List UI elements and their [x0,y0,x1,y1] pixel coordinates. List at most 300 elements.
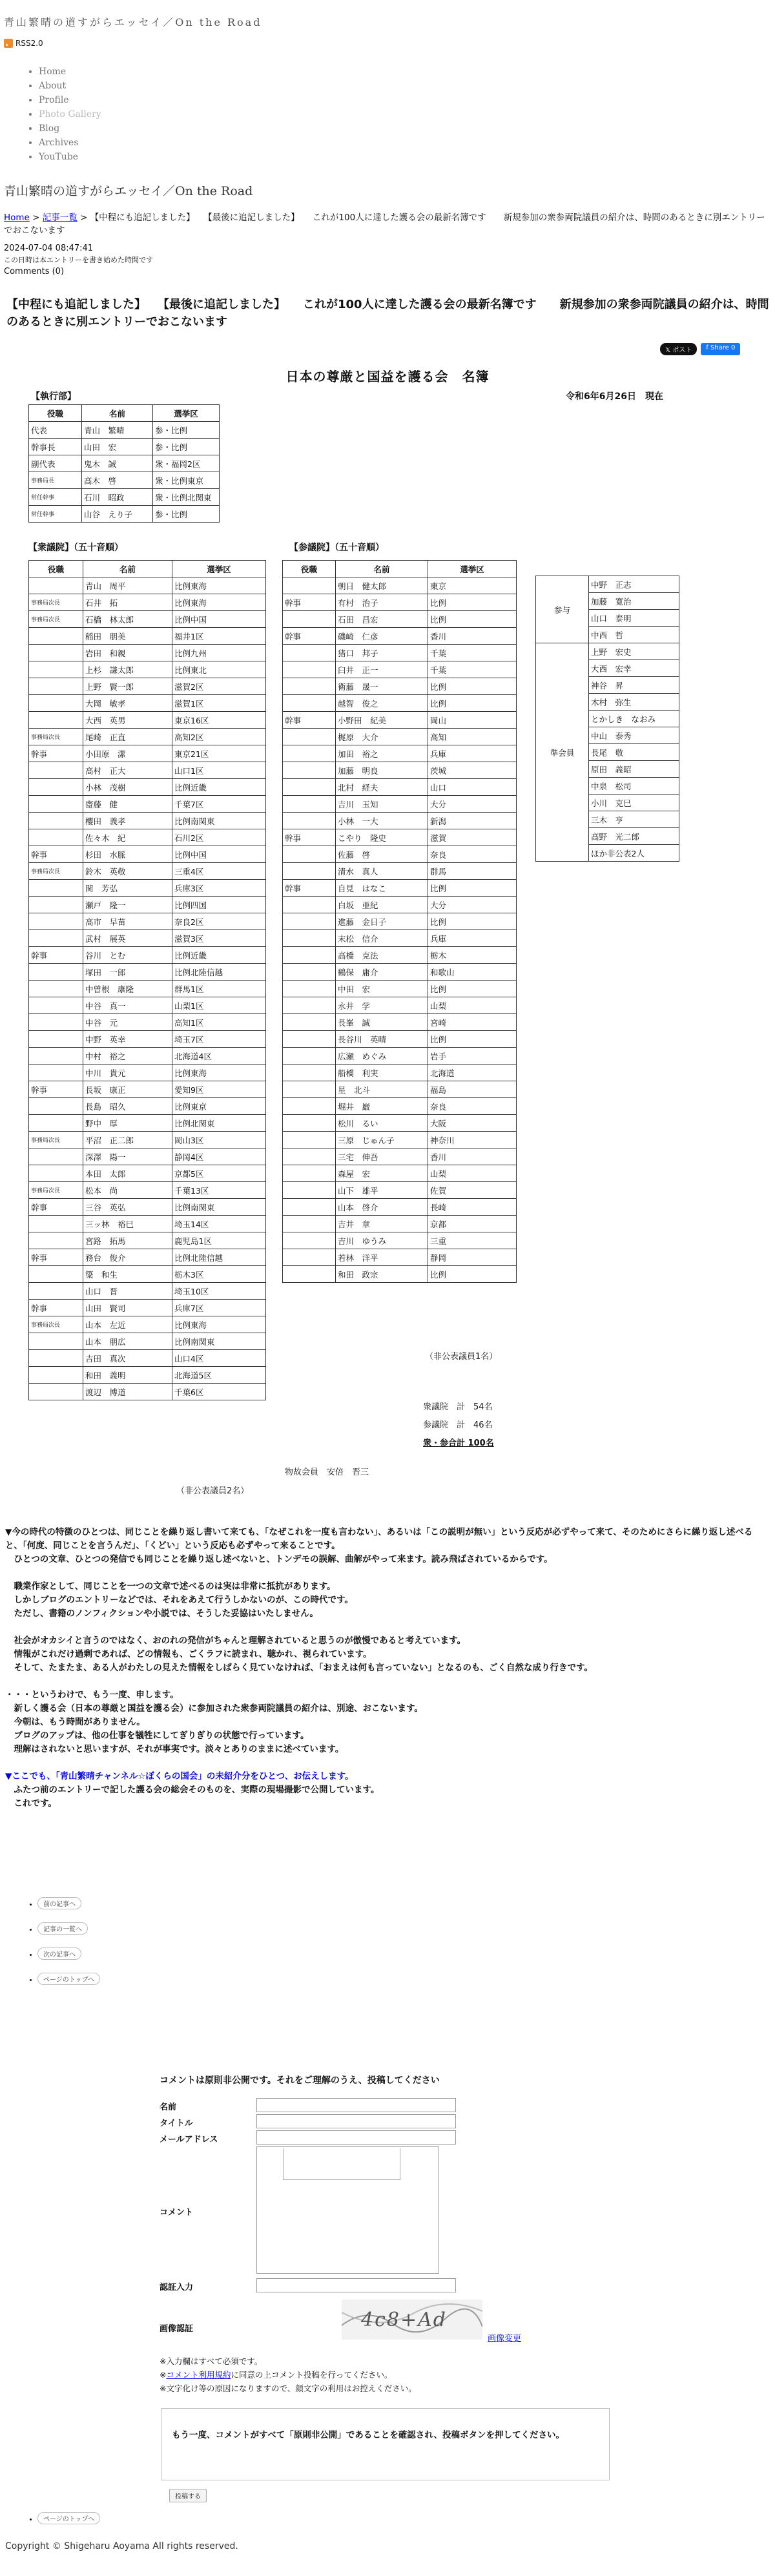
member-role [29,661,83,678]
member-name: 吉井 章 [336,1216,428,1232]
table-row [283,1266,517,1283]
member-name: 吉川 玉知 [336,796,428,813]
table-row [29,1132,266,1148]
member-role [29,577,83,594]
entry-datetime-note: この日時は本エントリーを書き始めた時間です [4,256,153,264]
essay-paragraph: 情報がこれだけ過剰であれば、どの情報も、ごくラフに読まれ、聴かれ、視られています。 [5,1649,372,1659]
table-row [283,1065,517,1081]
table-row [29,1350,266,1367]
member-district: 北海道 [428,1065,517,1081]
member-district: 岡山3区 [172,1132,266,1148]
essay-paragraph: 今朝は、もう時間がありません。 [5,1717,145,1727]
member-name: 清水 真人 [336,863,428,880]
member-name: 三谷 英弘 [83,1199,172,1216]
table-row [29,439,220,455]
table-row [29,997,266,1014]
total-shu: 衆議院 計 54名 [423,1402,493,1412]
member-name: 船橋 利実 [336,1065,428,1081]
breadcrumb: Home > 記事一覧 > 【中程にも追記しました】 【最後に追記しました】 これが100人に達した護る会の最新名簿です 新規参加の衆参両院議員の紹介は、時間のあるときに別エントリーでおこないます [4,213,765,236]
member-district: 衆・比例北関東 [153,489,220,506]
member-district: 奈良 [428,1098,517,1115]
member-role [29,1098,83,1115]
member-district: 滋賀2区 [172,678,266,695]
member-name: 小野田 紀美 [336,712,428,729]
table-row [283,829,517,846]
member-role: 幹事 [29,1199,83,1216]
member-district: 群馬 [428,863,517,880]
nav-profile[interactable]: • Profile [39,93,101,107]
associate-name: 中野 正志 [589,576,679,593]
member-district: 比例 [428,880,517,897]
member-role [283,1232,336,1249]
member-name: 櫻田 義孝 [83,813,172,829]
member-district: 比例南関東 [172,1333,266,1350]
member-role [29,1048,83,1065]
totals [423,1398,494,1453]
member-name: 長坂 康正 [83,1081,172,1098]
member-name: 塚田 一郎 [83,964,172,981]
member-name: 平沼 正二郎 [83,1132,172,1148]
member-name: 簗 和生 [83,1266,172,1283]
member-district: 兵庫 [428,745,517,762]
member-role: 幹事 [29,1081,83,1098]
member-district: 比例 [428,981,517,997]
member-name: 鈴木 英敬 [83,863,172,880]
table-row [536,576,679,593]
table-row [283,1132,517,1148]
nav-photo-gallery[interactable]: • Photo Gallery [39,107,101,121]
member-district: 山口1区 [172,762,266,779]
table-row [29,1384,266,1400]
essay-paragraph [5,1783,767,1797]
member-district: 奈良2区 [172,913,266,930]
essay-paragraph: 理解はされないと思いますが、それが事実です。淡々とありのままに述べています。 [5,1744,344,1754]
table-row [283,846,517,863]
member-district: 比例東海 [172,577,266,594]
auth-input[interactable] [256,2278,456,2292]
member-name: 岩田 和親 [83,645,172,661]
member-role [29,880,83,897]
previous-entry-link[interactable]: ふたつ前のエントリーで記した護る会の総会そのものを、実際の現場撮影で公開しています。 [5,1785,380,1795]
table-row [29,1367,266,1384]
captcha-image [342,2300,482,2340]
table-row [29,628,266,645]
associates-table [535,576,679,862]
member-role [29,779,83,796]
member-name: 佐々木 紀 [83,829,172,846]
member-name: 加藤 明良 [336,762,428,779]
member-name: 高村 正大 [83,762,172,779]
member-name: 関 芳弘 [83,880,172,897]
table-row [283,981,517,997]
breadcrumb-list[interactable]: 記事一覧 [42,213,78,223]
member-name: 自見 はなこ [336,880,428,897]
table-row [29,489,220,506]
table-row [29,1266,266,1283]
name-input[interactable] [256,2098,456,2112]
member-name: 三原 じゅん子 [336,1132,428,1148]
table-row [29,455,220,472]
member-role [283,981,336,997]
table-row [29,846,266,863]
member-name: 石川 昭政 [82,489,153,506]
member-role [283,846,336,863]
member-name: 森屋 宏 [336,1165,428,1182]
table-row [29,1232,266,1249]
member-role [283,1148,336,1165]
table-row [283,712,517,729]
member-role: 幹事 [29,846,83,863]
member-role [29,1232,83,1249]
member-district: 滋賀3区 [172,930,266,947]
associate-name: 中山 泰秀 [589,727,679,744]
header-district: 選挙区 [428,561,517,577]
member-district: 参・比例 [153,422,220,439]
member-role: 事務局次長 [29,1182,83,1199]
member-role [29,1014,83,1031]
member-role [283,695,336,712]
member-role [29,1283,83,1300]
member-district: 東京16区 [172,712,266,729]
table-row [29,611,266,628]
rss-label: RSS2.0 [16,39,43,48]
essay-paragraph: ・・・というわけで、もう一度、申します。 [5,1690,179,1700]
member-role [29,897,83,913]
member-name: 若林 洋平 [336,1249,428,1266]
member-district: 比例東海 [172,594,266,611]
blog-subtitle: 青山繁晴の道すがらエッセイ／On the Road [4,184,253,198]
table-row [29,880,266,897]
table-header-row [283,561,517,577]
member-role [29,813,83,829]
member-district: 愛知9区 [172,1081,266,1098]
member-district: 比例東海 [172,1316,266,1333]
associate-name: 原田 義昭 [589,761,679,778]
prev-entry-button[interactable]: 前の記事へ [37,1897,81,1909]
table-row [283,863,517,880]
member-district: 滋賀1区 [172,695,266,712]
member-name: 三ッ林 裕巳 [83,1216,172,1232]
table-row [283,762,517,779]
member-district: 山梨 [428,997,517,1014]
table-row [29,762,266,779]
table-row [283,947,517,964]
essay-paragraph [5,1797,767,1811]
member-district: 比例 [428,611,517,628]
rss-icon [4,39,13,48]
member-role [29,1031,83,1048]
associate-role: 参与 [536,576,589,643]
form-notes [160,2354,417,2395]
associate-name: 小川 克巳 [589,795,679,811]
member-name: 山下 雄平 [336,1182,428,1199]
member-role [29,1367,83,1384]
member-role [283,930,336,947]
member-district: 大阪 [428,1115,517,1132]
member-role [283,1014,336,1031]
member-district: 神奈川 [428,1132,517,1148]
member-name: 小林 茂樹 [83,779,172,796]
member-name: 白坂 亜紀 [336,897,428,913]
member-name: 小田原 潔 [83,745,172,762]
site-title: 青山繁晴の道すがらエッセイ／On the Road [4,16,262,28]
member-district: 奈良 [428,846,517,863]
header-name: 名前 [83,561,172,577]
table-row [29,1065,266,1081]
table-row [283,1216,517,1232]
member-name: 星 北斗 [336,1081,428,1098]
member-role: 幹事長 [29,439,82,455]
member-role [29,1065,83,1081]
comment-notice: コメントは原則非公開です。それをご理解のうえ、投稿してください [160,2075,440,2086]
table-row [29,422,220,439]
table-row [283,796,517,813]
breadcrumb-home[interactable]: Home [4,213,30,223]
member-name: 石田 昌宏 [336,611,428,628]
table-row [283,880,517,897]
entry-list-button[interactable]: 記事の一覧へ [37,1922,88,1935]
member-role: 幹事 [283,829,336,846]
member-name: 高木 啓 [82,472,153,489]
member-district: 千葉7区 [172,796,266,813]
title-label: タイトル [160,2119,193,2128]
member-role [283,1216,336,1232]
comment-label: コメント [160,2208,194,2218]
table-row [29,1316,266,1333]
member-role [283,762,336,779]
member-role: 事務局次長 [29,863,83,880]
essay-paragraph: ▼今の時代の特徴のひとつは、同じことを繰り返し書いて来ても、「なぜこれを一度も言わない」、あるいは「この説明が無い」という反応が必ずやって来て、そのためにさらに繰り返し述べると、「何度、同じことを言うんだ」、「くどい」という反応も必ずやって来ることです。 [5,1527,753,1551]
member-district: 比例 [428,1031,517,1048]
member-district: 比例近畿 [172,779,266,796]
member-name: 松川 るい [336,1115,428,1132]
member-name: 山谷 えり子 [82,506,153,523]
member-role [283,1048,336,1065]
member-district: 高知1区 [172,1014,266,1031]
member-district: 香川 [428,628,517,645]
terms-link[interactable]: コメント利用規約 [166,2370,231,2380]
roster-title: 日本の尊厳と国益を護る会 名簿 [285,369,490,384]
member-role [283,745,336,762]
member-name: 山口 晋 [83,1283,172,1300]
member-name: 高橋 克法 [336,947,428,964]
member-name: 上野 賢一郎 [83,678,172,695]
table-row [283,1081,517,1098]
member-role [283,1098,336,1115]
member-name: 小林 一大 [336,813,428,829]
table-row [283,628,517,645]
member-name: 臼井 正一 [336,661,428,678]
table-row [29,712,266,729]
member-name: 衛藤 晟一 [336,678,428,695]
member-role [29,645,83,661]
member-role: 事務局次長 [29,1316,83,1333]
member-district: 大分 [428,897,517,913]
member-name: 鬼木 誠 [82,455,153,472]
nav-home[interactable]: • Home [39,65,101,79]
channel-link[interactable]: ▼ここでも、「青山繁晴チャンネル☆ぼくらの国会」の未紹介分をひとつ、お伝えします。 [5,1771,354,1781]
member-role: 事務局次長 [29,611,83,628]
member-name: 和田 政宗 [336,1266,428,1283]
essay-paragraph [5,1621,767,1634]
member-name: 進藤 金日子 [336,913,428,930]
submit-wrap [169,2489,207,2502]
member-district: 比例 [428,913,517,930]
member-role [29,1384,83,1400]
table-row [283,1148,517,1165]
x-post-button[interactable]: 𝕏 ポスト [660,343,697,355]
associate-name: とかしき なおみ [589,711,679,727]
member-name: 本田 太郎 [83,1165,172,1182]
table-row [29,897,266,913]
essay-paragraph: 職業作家として、同じことを一つの文章で述べるのは実は非常に抵抗があります。 [5,1581,336,1592]
table-row [29,947,266,964]
member-district: 静岡 [428,1249,517,1266]
member-role: 幹事 [29,947,83,964]
member-district: 北海道5区 [172,1367,266,1384]
member-name: 深澤 陽一 [83,1148,172,1165]
member-role [283,964,336,981]
table-row [29,678,266,695]
member-district: 石川2区 [172,829,266,846]
title-input[interactable] [256,2114,456,2128]
video-link[interactable]: これです。 [5,1798,57,1809]
page-top-button-bottom[interactable]: ページのトップへ [37,2512,100,2524]
total-san: 参議院 計 46名 [423,1420,493,1430]
table-row [283,611,517,628]
essay-paragraph: 社会がオカシイと言うのではなく、おのれの発信がちゃんと理解されていると思うのが傲慢であると考えています。 [5,1636,466,1646]
member-name: 石橋 林太郎 [83,611,172,628]
san-label: 【参議院】（五十音順） [289,543,384,553]
table-row [29,981,266,997]
member-district: 栃木3区 [172,1266,266,1283]
member-name: 高市 早苗 [83,913,172,930]
table-row [29,863,266,880]
member-district: 比例東北 [172,661,266,678]
member-name: 中曽根 康隆 [83,981,172,997]
member-role: 副代表 [29,455,82,472]
member-role [283,661,336,678]
member-name: 大岡 敏孝 [83,695,172,712]
submit-button[interactable]: 投稿する [169,2489,207,2502]
table-row [283,661,517,678]
header-role: 役職 [29,405,82,422]
rss-link[interactable] [4,39,43,48]
member-district: 千葉13区 [172,1182,266,1199]
member-district: 高知2区 [172,729,266,745]
table-row [29,1081,266,1098]
table-row [283,1249,517,1266]
comment-textarea[interactable] [256,2146,439,2274]
member-name: 長峯 誠 [336,1014,428,1031]
member-name: 上杉 謙太郎 [83,661,172,678]
page-top-button[interactable]: ページのトップへ [37,1973,100,1985]
member-name: 磯崎 仁彦 [336,628,428,645]
member-role [29,1115,83,1132]
table-row [283,645,517,661]
associate-name: 上野 宏史 [589,643,679,660]
member-district: 兵庫3区 [172,880,266,897]
table-row [29,913,266,930]
nav-about[interactable]: • About [39,79,101,93]
essay-paragraph [5,1770,767,1783]
shu-table [28,560,266,1400]
member-role [283,611,336,628]
member-role [283,1199,336,1216]
member-name: 猪口 邦子 [336,645,428,661]
table-row [29,577,266,594]
member-role: 常任幹事 [29,506,82,523]
member-name: 松本 尚 [83,1182,172,1199]
member-name: 齋藤 健 [83,796,172,813]
table-header-row [29,405,220,422]
member-district: 比例北陸信越 [172,1249,266,1266]
nav-archives[interactable]: • Archives [39,136,101,150]
total-all: 衆・参合計 100名 [423,1439,494,1448]
table-row [29,1014,266,1031]
member-role [29,1216,83,1232]
facebook-share-button[interactable]: f Share 0 [701,343,740,355]
member-district: 三重4区 [172,863,266,880]
member-role [29,628,83,645]
member-name: 永井 学 [336,997,428,1014]
member-role [29,1333,83,1350]
member-role [283,863,336,880]
member-district: 香川 [428,1148,517,1165]
comments-count[interactable]: Comments (0) [4,267,65,276]
auth-input-label: 認証入力 [160,2283,194,2292]
change-captcha-link[interactable]: 画像変更 [488,2334,522,2343]
member-role [29,930,83,947]
associate-name: 高野 光二郎 [589,828,679,845]
member-name: 吉川 ゆうみ [336,1232,428,1249]
member-district: 埼玉10区 [172,1283,266,1300]
member-district: 比例 [428,678,517,695]
essay-paragraph: ただし、書籍のノンフィクションや小説では、そうした妥協はいたしません。 [5,1608,318,1619]
member-district: 山梨1区 [172,997,266,1014]
member-role [29,829,83,846]
associate-name: 加藤 寛治 [589,593,679,610]
member-district: 比例東海 [172,1065,266,1081]
table-row [29,745,266,762]
member-role [29,1165,83,1182]
table-row [283,779,517,796]
table-row [29,1048,266,1065]
member-role: 幹事 [283,712,336,729]
member-name: 中谷 真一 [83,997,172,1014]
member-district: 岡山 [428,712,517,729]
member-role [29,913,83,930]
member-district: 群馬1区 [172,981,266,997]
member-name: 吉田 真次 [83,1350,172,1367]
textarea-resize-inner [283,2148,400,2180]
member-role [29,981,83,997]
member-role [29,997,83,1014]
member-district: 滋賀 [428,829,517,846]
member-district: 衆・福岡2区 [153,455,220,472]
confirm-box [161,2408,610,2480]
nav-youtube[interactable]: • YouTube [39,150,101,164]
next-entry-button[interactable]: 次の記事へ [37,1948,81,1960]
table-row [29,1148,266,1165]
member-name: 渡辺 博道 [83,1384,172,1400]
member-name: 大西 英男 [83,712,172,729]
member-district: 比例四国 [172,897,266,913]
member-name: 長島 昭久 [83,1098,172,1115]
email-input[interactable] [256,2130,456,2145]
nav-blog[interactable]: • Blog [39,121,101,136]
table-row [536,643,679,660]
